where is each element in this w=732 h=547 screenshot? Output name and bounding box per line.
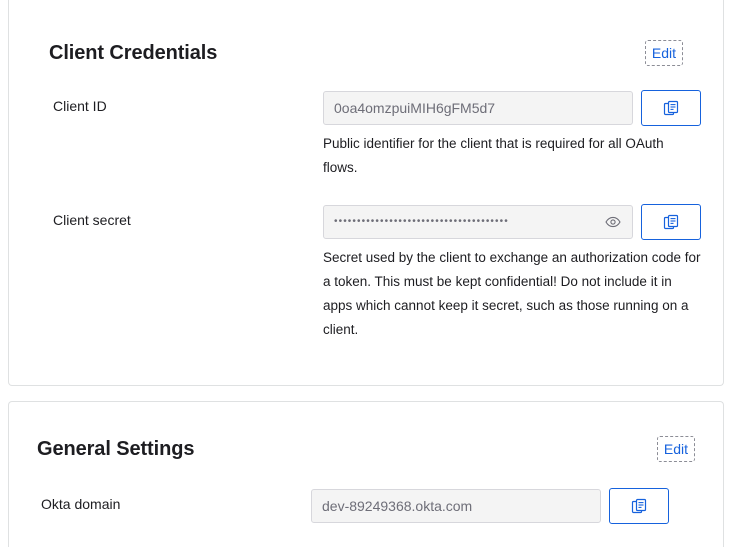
copy-icon bbox=[663, 100, 679, 116]
okta-domain-input-line bbox=[311, 488, 695, 524]
eye-icon[interactable] bbox=[604, 213, 622, 231]
edit-general-settings-button[interactable]: Edit bbox=[657, 436, 695, 462]
client-id-label: Client ID bbox=[53, 98, 107, 114]
client-secret-value: •••••••••••••••••••••••••••••••••••••• bbox=[334, 217, 509, 227]
client-id-help-text: Public identifier for the client that is required for all OAuth flows. bbox=[323, 136, 664, 175]
client-secret-help-text: Secret used by the client to exchange an authorization code for a token. This must be kept confidential! Do not include it in apps which cannot keep it secret, such as those running on a client. bbox=[323, 250, 701, 337]
okta-domain-value: dev-89249368.okta.com bbox=[322, 498, 473, 514]
okta-domain-control bbox=[311, 488, 695, 524]
client-secret-row bbox=[9, 204, 723, 342]
okta-domain-label: Okta domain bbox=[41, 496, 121, 512]
copy-client-id-button[interactable] bbox=[641, 90, 701, 126]
copy-client-secret-button[interactable] bbox=[641, 204, 701, 240]
client-id-input-line bbox=[323, 90, 701, 126]
client-credentials-card bbox=[8, 0, 724, 386]
copy-icon bbox=[631, 498, 647, 514]
copy-icon bbox=[663, 214, 679, 230]
copy-okta-domain-button[interactable] bbox=[609, 488, 669, 524]
client-secret-label: Client secret bbox=[53, 212, 131, 228]
okta-domain-row bbox=[9, 488, 723, 524]
general-settings-card bbox=[8, 401, 724, 547]
client-secret-input[interactable] bbox=[323, 205, 633, 239]
client-secret-control bbox=[323, 204, 701, 342]
client-credentials-title: Client Credentials bbox=[49, 41, 218, 64]
client-secret-input-line bbox=[323, 204, 701, 240]
client-id-value: 0oa4omzpuiMIH6gFM5d7 bbox=[334, 100, 496, 116]
client-credentials-header bbox=[9, 0, 723, 66]
general-settings-title: General Settings bbox=[37, 437, 195, 460]
client-id-row bbox=[9, 90, 723, 180]
client-id-control bbox=[323, 90, 701, 180]
general-settings-header bbox=[9, 402, 723, 462]
okta-domain-input[interactable] bbox=[311, 489, 601, 523]
edit-client-credentials-button[interactable]: Edit bbox=[645, 40, 683, 66]
client-id-input[interactable] bbox=[323, 91, 633, 125]
